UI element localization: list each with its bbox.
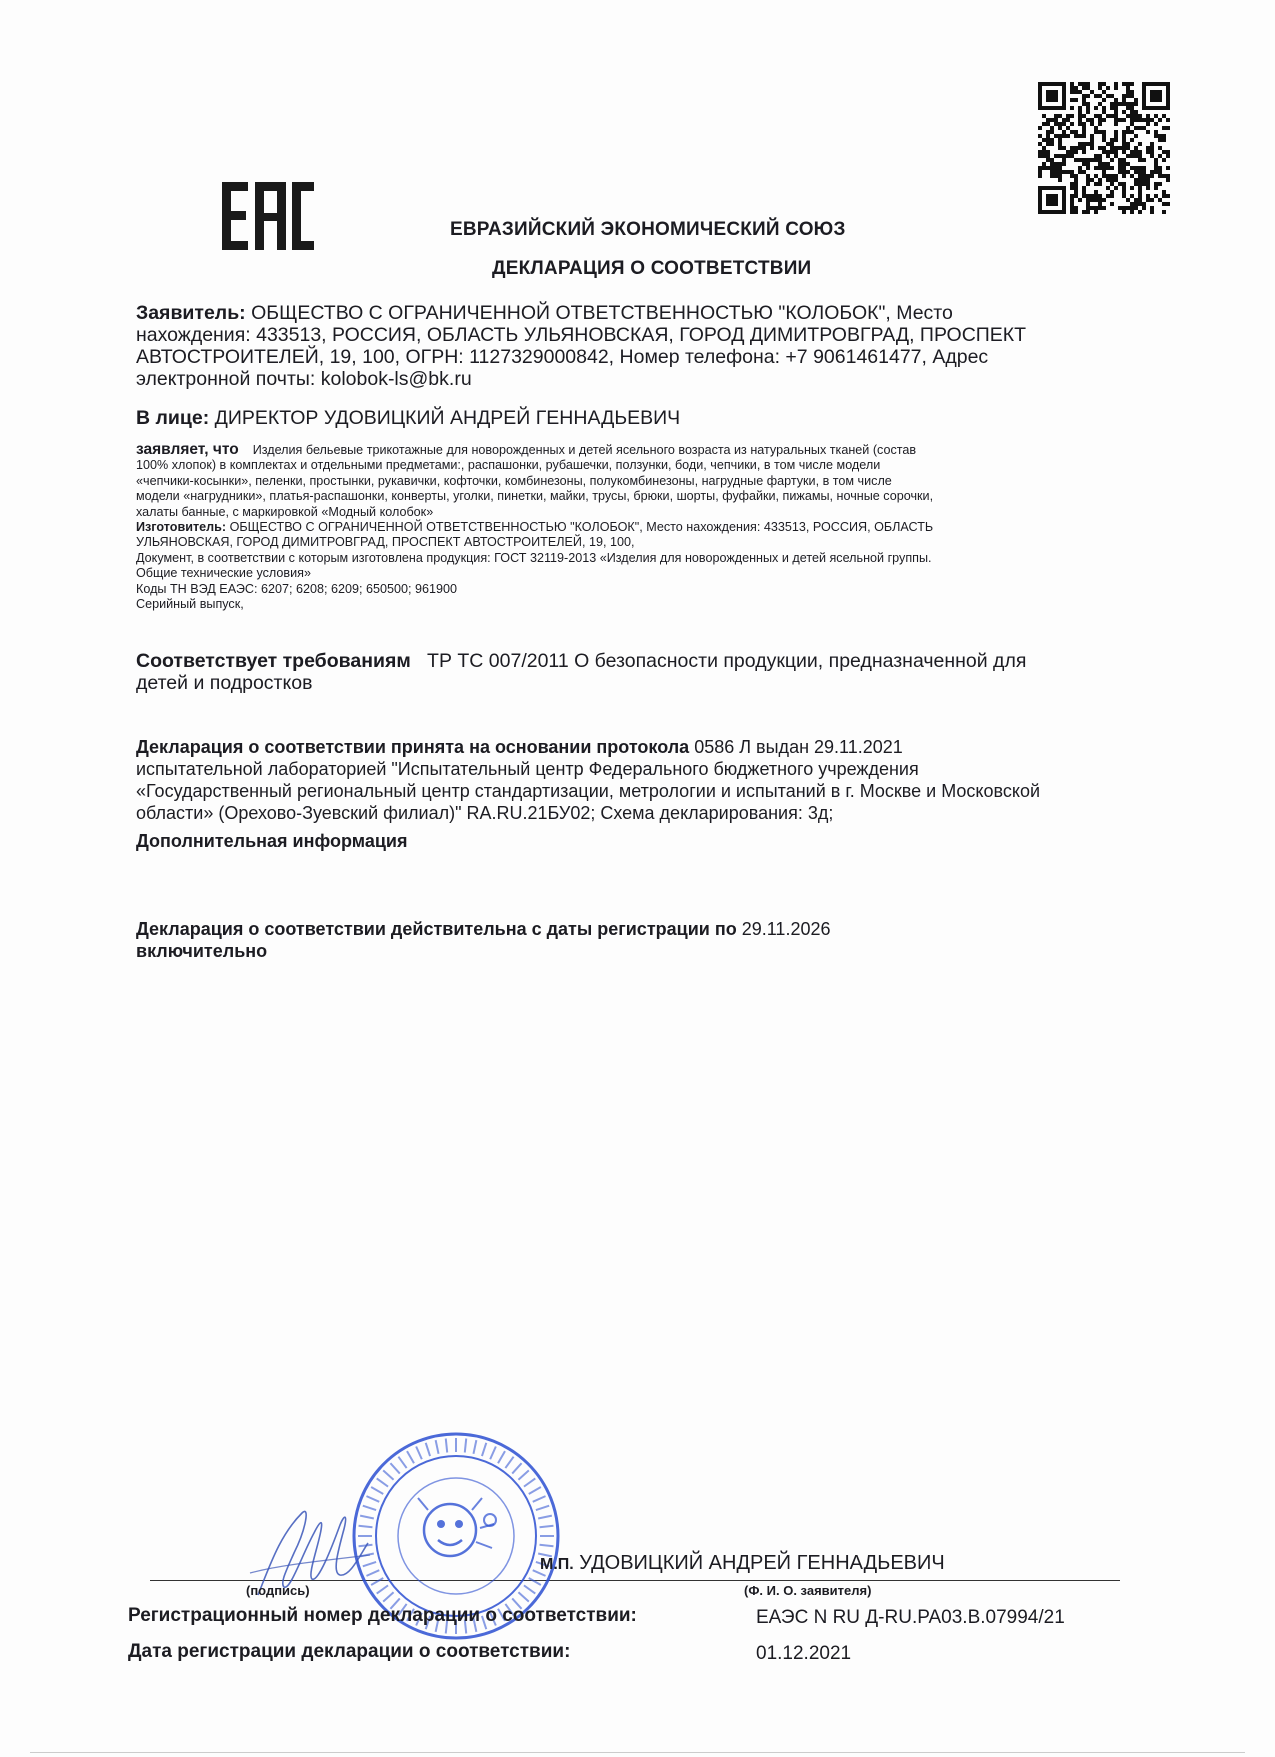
applicant-line: электронной почты: kolobok-ls@bk.ru — [136, 368, 472, 390]
signer-fullname: УДОВИЦКИЙ АНДРЕЙ ГЕННАДЬЕВИЧ — [579, 1552, 945, 1574]
manufacturer-label: Изготовитель: — [136, 520, 227, 535]
conforms-label: Соответствует требованиям — [136, 650, 411, 672]
registration-number-label: Регистрационный номер декларации о соответствии: — [128, 1605, 637, 1626]
product-line: халаты банные, с маркировкой «Модный колобок» — [136, 504, 434, 519]
signer-name — [540, 1552, 945, 1575]
product-line: Изделия бельевые трикотажные для новорожденных и детей ясельного возраста из натуральных тканей (состав — [252, 443, 917, 457]
person-section — [136, 407, 1146, 429]
signature-caption: (подпись) — [246, 1583, 310, 1598]
product-line: 100% хлопок) в комплектах и отдельными предметами:, распашонки, рубашечки, ползунки, боди, чепчики, в том числе модели — [136, 458, 881, 473]
product-line: «чепчики-косынки», пеленки, простынки, рукавички, кофточки, комбинезоны, полукомбинезоны, нагрудные фартуки, в том числе — [136, 473, 892, 488]
applicant-section — [136, 302, 1146, 390]
hs-codes: Коды ТН ВЭД ЕАЭС: 6207; 6208; 6209; 650500; 961900 — [136, 581, 458, 596]
eac-logo — [222, 180, 314, 252]
registration-date-value: 01.12.2021 — [756, 1643, 852, 1664]
serial-release: Серийный выпуск, — [136, 597, 244, 612]
validity-label: Декларация о соответствии действительна с даты регистрации по — [136, 919, 737, 939]
additional-info-label: Дополнительная информация — [136, 831, 408, 851]
person-label: В лице: — [136, 407, 210, 429]
validity-section — [136, 918, 1146, 962]
registration-number-value: ЕАЭС N RU Д-RU.PA03.B.07994/21 — [756, 1607, 1065, 1628]
basis-line: области» (Орехово-Зуевский филиал)" RA.RU.21БУ02; Схема декларирования: 3д; — [136, 803, 834, 823]
applicant-line: ОБЩЕСТВО С ОГРАНИЧЕННОЙ ОТВЕТСТВЕННОСТЬЮ "КОЛОБОК", Место — [251, 302, 953, 324]
fio-caption: (Ф. И. О. заявителя) — [744, 1583, 872, 1598]
product-section — [136, 442, 1154, 612]
manufacturer-line: ОБЩЕСТВО С ОГРАНИЧЕННОЙ ОТВЕТСТВЕННОСТЬЮ "КОЛОБОК", Место нахождения: 433513, РОССИЯ, ОБЛАСТЬ — [229, 520, 934, 535]
conforms-section — [136, 650, 1146, 694]
applicant-label: Заявитель: — [136, 302, 246, 324]
conforms-line: детей и подростков — [136, 672, 313, 694]
applicant-line: АВТОСТРОИТЕЛЕЙ, 19, 100, ОГРН: 1127329000842, Номер телефона: +7 9061461477, Адрес — [136, 346, 989, 368]
product-line: модели «нагрудники», платья-распашонки, конверты, уголки, пинетки, майки, трусы, брюки, шорты, фуфайки, пижамы, ночные сорочки, — [136, 489, 934, 504]
basis-label: Декларация о соответствии принята на основании протокола — [136, 737, 690, 757]
basis-line: «Государственный региональный центр стандартизации, метрологии и испытаний в г. Москве и Московской — [136, 781, 1041, 801]
registration-date-label: Дата регистрации декларации о соответствии: — [128, 1641, 571, 1662]
union-title: ЕВРАЗИЙСКИЙ ЭКОНОМИЧЕСКИЙ СОЮЗ — [450, 219, 846, 240]
qr-code — [1038, 82, 1170, 214]
validity-tail: включительно — [136, 941, 268, 961]
validity-date: 29.11.2026 — [741, 919, 831, 939]
manufacturer-line: УЛЬЯНОВСКАЯ, ГОРОД ДИМИТРОВГРАД, ПРОСПЕКТ АВТОСТРОИТЕЛЕЙ, 19, 100, — [136, 535, 635, 550]
conforms-line: ТР ТС 007/2011 О безопасности продукции, предназначенной для — [427, 650, 1027, 672]
applicant-line: нахождения: 433513, РОССИЯ, ОБЛАСТЬ УЛЬЯНОВСКАЯ, ГОРОД ДИМИТРОВГРАД, ПРОСПЕКТ — [136, 324, 1027, 346]
basis-section — [136, 736, 1146, 824]
protocol-value: 0586 Л выдан 29.11.2021 — [694, 737, 903, 757]
basis-line: испытательной лабораторией "Испытательный центр Федерального бюджетного учреждения — [136, 759, 919, 779]
document-line: Документ, в соответствии с которым изготовлена продукция: ГОСТ 32119-2013 «Изделия для новорожденных и детей ясельной группы. — [136, 550, 932, 565]
document-line: Общие технические условия» — [136, 566, 311, 581]
declares-label: заявляет, что — [136, 441, 239, 458]
document-title: ДЕКЛАРАЦИЯ О СООТВЕТСТВИИ — [492, 258, 812, 279]
bottom-edge-line — [30, 1752, 1245, 1753]
stamp-mark: М.П. — [540, 1556, 574, 1573]
person-value: ДИРЕКТОР УДОВИЦКИЙ АНДРЕЙ ГЕННАДЬЕВИЧ — [214, 407, 681, 429]
